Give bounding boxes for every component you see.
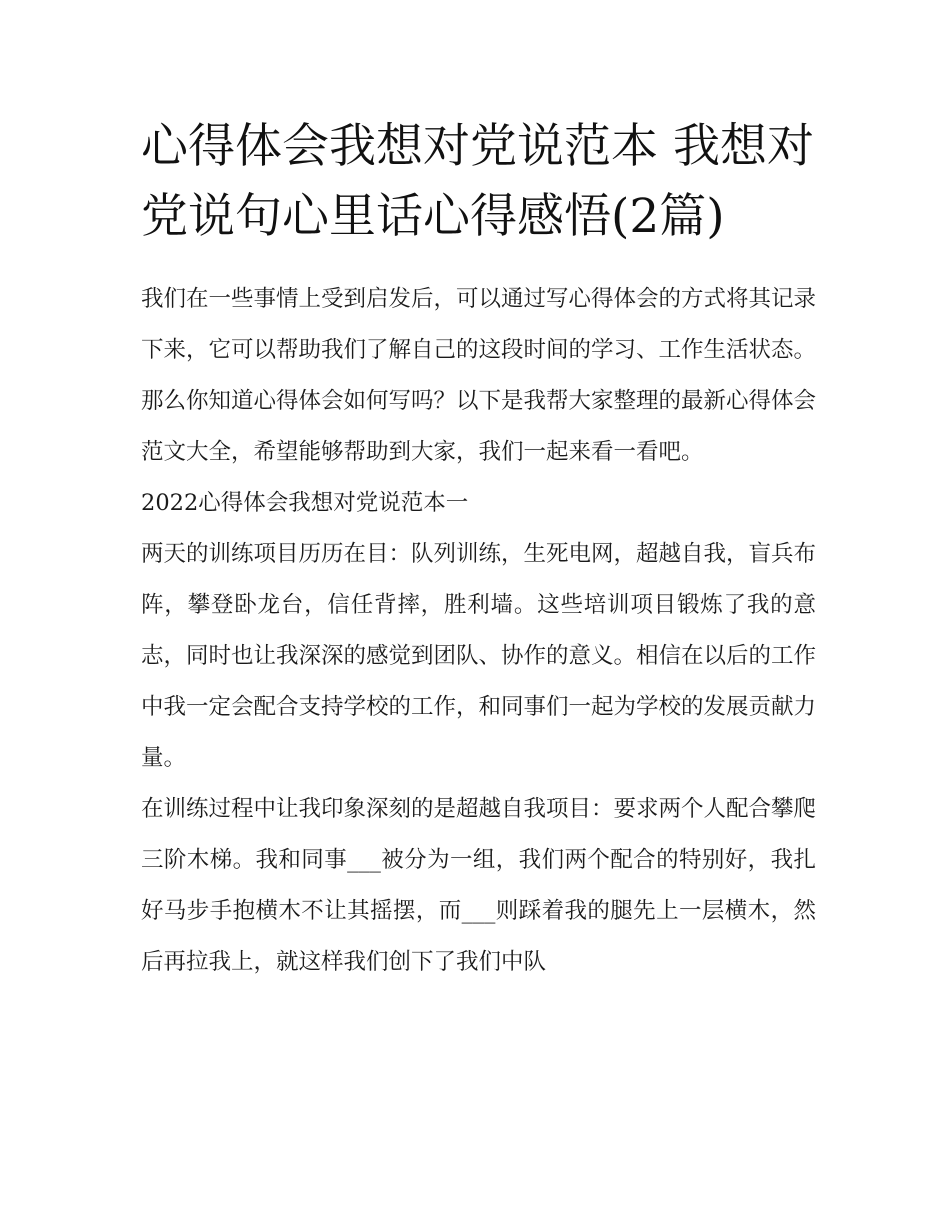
document-body bbox=[141, 274, 816, 988]
document-content bbox=[141, 112, 816, 988]
body-paragraph-training: 两天的训练项目历历在目：队列训练，生死电网，超越自我，盲兵布阵，攀登卧龙台，信任背摔，胜利墙。这些培训项目锻炼了我的意志，同时也让我深深的感觉到团队、协作的意义。相信在以后的工作中我一定会配合支持学校的工作，和同事们一起为学校的发展贡献力量。 bbox=[141, 541, 817, 771]
document-title: 心得体会我想对党说范本 我想对党说句心里话心得感悟(2篇) bbox=[141, 119, 814, 244]
section-heading: 2022心得体会我想对党说范本一 bbox=[141, 490, 469, 516]
body-paragraph-experience: 在训练过程中让我印象深刻的是超越自我项目：要求两个人配合攀爬三阶木梯。我和同事___被分为一组，我们两个配合的特别好，我扎好马步手抱横木不让其摇摆，而___则踩着我的腿先上一层横木，然后再拉我上，就这样我们创下了我们中队 bbox=[141, 796, 817, 975]
intro-paragraph: 我们在一些事情上受到启发后，可以通过写心得体会的方式将其记录下来，它可以帮助我们了解自己的这段时间的学习、工作生活状态。那么你知道心得体会如何写吗？以下是我帮大家整理的最新心得体会范文大全，希望能够帮助到大家，我们一起来看一看吧。 bbox=[141, 286, 817, 465]
